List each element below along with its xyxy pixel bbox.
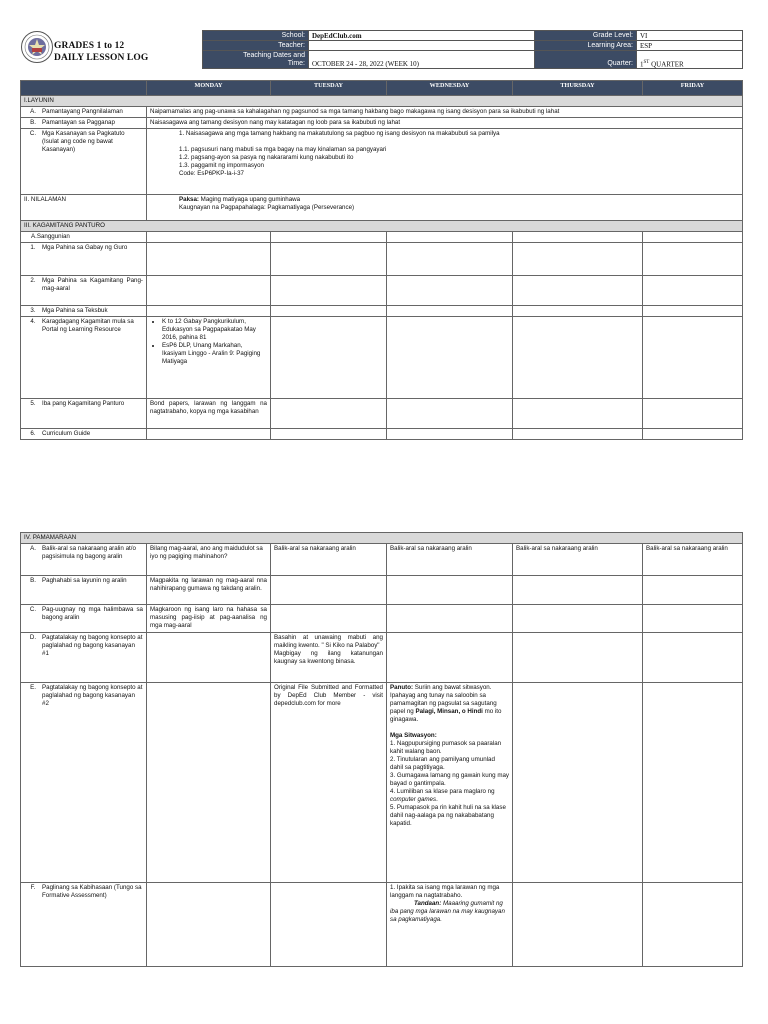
cell-tuesday [271, 576, 387, 605]
row-number: 3. [30, 307, 36, 314]
cell-friday: Balik-aral sa nakaraang aralin [643, 544, 743, 576]
row-label-text: Pagtatalakay ng bagong konsepto at paglalahad ng bagong kasanayan #1 [42, 634, 143, 657]
cell-wednesday [387, 276, 513, 306]
row-label-text: Paglinang sa Kabihasaan (Tungo sa Formative Assessment) [42, 884, 142, 899]
panuto-text: Suriin ang bawat sitwasyon. Ipahayag ang tunay na saloobin sa pamamagitan ng pagsulat sa sagutang papel ng [390, 684, 497, 715]
section-title: III. KAGAMITANG PANTURO [21, 221, 743, 232]
row-label [21, 883, 147, 967]
cell-tuesday [271, 306, 387, 317]
row-number: 1. [30, 244, 36, 251]
row-value [147, 129, 743, 195]
lesson-log-table-part2 [20, 532, 743, 967]
deped-seal-logo [20, 30, 54, 64]
school-label: School: [203, 31, 309, 41]
cell-friday [643, 883, 743, 967]
row-label [21, 544, 147, 576]
row-label-text: Karagdagang Kagamitan mula sa Portal ng Learning Resource [42, 318, 134, 333]
day-header-wednesday: WEDNESDAY [387, 81, 513, 96]
row-label-text: Paghahabi sa layunin ng aralin [42, 577, 127, 584]
teacher-value [309, 41, 535, 51]
cell-wednesday [387, 576, 513, 605]
row-number: 6. [30, 430, 36, 437]
row-pagtatalakay-2 [21, 683, 743, 883]
panuto-label: Panuto: [390, 684, 414, 691]
row-label [21, 276, 147, 306]
grade-level-value: VI [637, 31, 743, 41]
row-pamantayang-pangnilalaman [21, 107, 743, 118]
cell-tuesday [271, 429, 387, 440]
panuto-paragraph [390, 684, 509, 724]
cell-tuesday [271, 232, 387, 243]
row-label [21, 605, 147, 633]
row-label-text: Mga Pahina sa Kagamitang Pang-mag-aaral [42, 277, 143, 292]
row-number: A. [30, 545, 36, 552]
cell-thursday [513, 232, 643, 243]
row-number: B. [30, 119, 36, 126]
title-line-grades: GRADES 1 to 12 [54, 41, 125, 51]
objective-main: 1. Naisasagawa ang mga tamang hakbang na makatutulong sa pagbuo ng isang desisyon na makabubuti sa pamilya [179, 130, 500, 137]
row-number: D. [29, 634, 37, 641]
cell-monday: Magpakita ng larawan ng mag-aaral nna nahihirapang gumawa ng takdang aralin. [147, 576, 271, 605]
dates-label [203, 51, 309, 69]
cell-friday [643, 429, 743, 440]
cell-monday [147, 306, 271, 317]
row-label [21, 118, 147, 129]
row-teksbuk [21, 306, 743, 317]
sitwasyon-emphasis: computer games [390, 796, 437, 803]
cell-wednesday [387, 399, 513, 429]
cell-wednesday: Balik-aral sa nakaraang aralin [387, 544, 513, 576]
row-label-text: Pagtatalakay ng bagong konsepto at paglalahad ng bagong kasanayan #2 [42, 684, 143, 707]
cell-wednesday [387, 605, 513, 633]
cell-monday [147, 243, 271, 276]
section-title: I.LAYUNIN [21, 96, 743, 107]
cell-tuesday: Balik-aral sa nakaraang aralin [271, 544, 387, 576]
cell-monday [147, 317, 271, 399]
sitwasyon-item: 5. Pumapasok pa rin kahit huli na sa klase dahil nag-aalaga pa ng nakababatang kapatid. [390, 804, 506, 827]
cell-thursday [513, 883, 643, 967]
paksa-line [179, 196, 739, 204]
grade-level-label: Grade Level: [535, 31, 637, 41]
day-header-thursday: THURSDAY [513, 81, 643, 96]
row-iba-pang-kagamitan [21, 399, 743, 429]
dates-value: OCTOBER 24 - 28, 2022 (WEEK 10) [309, 51, 535, 69]
lesson-log-header [20, 30, 742, 72]
quarter-suffix: ST [643, 59, 650, 65]
row-label [21, 243, 147, 276]
cell-monday: Bond papers, larawan ng langgam na nagtatrabaho, kopya ng mga kasabihan [147, 399, 271, 429]
document-title [54, 40, 148, 64]
cell-monday [147, 683, 271, 883]
cell-thursday [513, 576, 643, 605]
panuto-options: Palagi, Minsan, o Hindi [415, 708, 483, 715]
row-number: 4. [30, 318, 36, 325]
cell-tuesday [271, 605, 387, 633]
row-kasanayan [21, 129, 743, 195]
quarter-label: Quarter: [535, 51, 637, 69]
school-info-table [202, 30, 743, 69]
cell-wednesday [387, 633, 513, 683]
row-label [21, 129, 147, 195]
section-row-kagamitan [21, 221, 743, 232]
story-questions: Magbigay ng ilang katanungan kaugnay sa kwentong binasa. [274, 650, 383, 665]
row-label-text: Mga Pahina sa Teksbuk [42, 307, 108, 314]
cell-friday [643, 683, 743, 883]
section-row-pamamaraan [21, 533, 743, 544]
resource-item: • EsP6 DLP, Unang Markahan, Ikasiyam Linggo - Aralin 9: Pagiging Matiyaga [162, 342, 267, 366]
cell-wednesday [387, 883, 513, 967]
section-title: IV. PAMAMARAAN [21, 533, 743, 544]
row-number: C. [29, 130, 37, 137]
teacher-label: Teacher: [203, 41, 309, 51]
dates-label-line1: Teaching Dates and [243, 51, 305, 59]
cell-friday [643, 232, 743, 243]
quarter-number: 1 [640, 60, 644, 68]
day-header-friday: FRIDAY [643, 81, 743, 96]
resource-item: • K to 12 Gabay Pangkurikulum, Edukasyon sa Pagpapakatao May 2016, pahina 81 [162, 318, 267, 342]
cell-wednesday [387, 317, 513, 399]
objective-sub-1: 1.1. pagsusuri nang mabuti sa mga bagay na may kinalaman sa pangyayari [179, 146, 387, 153]
resource-list [150, 318, 267, 366]
cell-thursday [513, 276, 643, 306]
learning-area-label: Learning Area: [535, 41, 637, 51]
cell-monday [147, 276, 271, 306]
lesson-log-table-part1 [20, 80, 743, 440]
cell-thursday [513, 317, 643, 399]
day-header-blank [21, 81, 147, 96]
row-label [21, 317, 147, 399]
row-label-text: Mga Kasanayan sa Pagkatuto [42, 130, 125, 137]
row-label [21, 683, 147, 883]
day-header-monday: MONDAY [147, 81, 271, 96]
cell-thursday [513, 306, 643, 317]
row-sanggunian [21, 232, 743, 243]
cell-thursday: Balik-aral sa nakaraang aralin [513, 544, 643, 576]
row-number: F. [30, 884, 36, 891]
cell-friday [643, 276, 743, 306]
cell-friday [643, 399, 743, 429]
sitwasyon-end: . [436, 796, 438, 803]
paglinang-item: 1. Ipakita sa isang mga larawan ng mga langgam na nagtatrabaho. [390, 884, 500, 899]
cell-monday: Magkaroon ng isang laro na hahasa sa masusing pag-iisip at pag-aanalisa ng mga mag-aaral [147, 605, 271, 633]
row-label [21, 107, 147, 118]
row-number: 2. [30, 277, 36, 284]
row-paglinang [21, 883, 743, 967]
cell-wednesday [387, 429, 513, 440]
row-paghahabi [21, 576, 743, 605]
row-label: A.Sanggunian [21, 232, 147, 243]
row-nilalaman [21, 195, 743, 221]
quarter-value [637, 51, 743, 69]
row-pagtatalakay-1 [21, 633, 743, 683]
cell-tuesday [271, 317, 387, 399]
cell-thursday [513, 683, 643, 883]
section-row-layunin [21, 96, 743, 107]
sitwasyon-heading: Mga Sitwasyon: [390, 732, 437, 739]
cell-monday [147, 232, 271, 243]
cell-wednesday [387, 683, 513, 883]
cell-thursday [513, 243, 643, 276]
tandaan-note [390, 900, 509, 924]
cell-monday: Bilang mag-aaral, ano ang maidudulot sa iyo ng pagiging mahinahon? [147, 544, 271, 576]
dates-label-line2: Time: [287, 59, 305, 67]
cell-monday [147, 883, 271, 967]
day-header-row [21, 81, 743, 96]
sitwasyon-item: 2. Tinutularan ang pamilyang umunlad dahil sa pagtitiyaga. [390, 756, 495, 771]
row-number: A. [30, 108, 36, 115]
sitwasyon-item [390, 788, 509, 804]
story-instruction: Basahin at unawaing mabuti ang maikling kwento. " Si Kiko na Palaboy" [274, 634, 383, 649]
row-number: E. [30, 684, 36, 691]
cell-wednesday [387, 243, 513, 276]
cell-monday [147, 429, 271, 440]
cell-wednesday [387, 306, 513, 317]
cell-thursday [513, 605, 643, 633]
cell-thursday [513, 633, 643, 683]
row-number: B. [30, 577, 36, 584]
row-label [21, 576, 147, 605]
tandaan-text: Maaaring gumamit ng iba pang mga larawan na may kaugnayan sa pagkamatiyaga. [390, 900, 505, 923]
tandaan-label: Tandaan: [414, 900, 442, 907]
sitwasyon-item: 3. Gumagawa lamang ng gawain kung may bayad o gantimpala. [390, 772, 510, 787]
row-value: Naisasagawa ang tamang desisyon nang may katatagan ng loob para sa ikabubuti ng lahat [147, 118, 743, 129]
row-label-note: (Isulat ang code ng bawat Kasanayan) [42, 138, 113, 153]
cell-friday [643, 633, 743, 683]
cell-tuesday: Original File Submitted and Formatted by DepEd Club Member - visit depedclub.com for more [271, 683, 387, 883]
row-balik-aral [21, 544, 743, 576]
objective-sub-3: 1.3. paggamit ng impormasyon [179, 162, 264, 169]
row-label-text: Pag-uugnay ng mga halimbawa sa bagong aralin [42, 606, 143, 621]
row-label-text: Curriculum Guide [42, 430, 91, 437]
objective-code: Code: EsP6PKP-Ia-i-37 [179, 170, 244, 177]
row-label [21, 399, 147, 429]
kaugnayan-line: Kaugnayan na Pagpapahalaga: Pagkamatiyaga (Perseverance) [179, 204, 355, 211]
row-value [147, 195, 743, 221]
row-curriculum-guide [21, 429, 743, 440]
learning-area-value: ESP [637, 41, 743, 51]
cell-friday [643, 576, 743, 605]
row-label-text: Mga Pahina sa Gabay ng Guro [42, 244, 128, 251]
row-label-text: Balik-aral sa nakaraang aralin at/o pagsisimula ng bagong aralin [42, 545, 136, 560]
title-line-dll: DAILY LESSON LOG [54, 53, 149, 63]
row-pamantayan-sa-pagganap [21, 118, 743, 129]
cell-tuesday [271, 243, 387, 276]
school-value: DepEdClub.com [309, 31, 535, 41]
row-pag-uugnay [21, 605, 743, 633]
cell-tuesday [271, 399, 387, 429]
cell-thursday [513, 429, 643, 440]
row-number: 5. [30, 400, 36, 407]
cell-thursday [513, 399, 643, 429]
row-number: C. [29, 606, 37, 613]
cell-friday [643, 317, 743, 399]
cell-monday [147, 633, 271, 683]
row-kagamitang-pang-mag-aaral [21, 276, 743, 306]
objective-sub-2: 1.2. pagsang-ayon sa pasya ng nakararami kung nakabubuti ito [179, 154, 354, 161]
day-header-tuesday: TUESDAY [271, 81, 387, 96]
row-label-text: Pamantayang Pangnilalaman [42, 108, 123, 115]
cell-friday [643, 605, 743, 633]
section-title-nilalaman: II. NILALAMAN [21, 195, 147, 221]
paksa-value: Maging matiyaga upang guminhawa [198, 196, 301, 203]
panuto-end: mo ito ginagawa. [390, 708, 502, 723]
row-gabay-ng-guro [21, 243, 743, 276]
cell-friday [643, 243, 743, 276]
row-label [21, 429, 147, 440]
row-label [21, 633, 147, 683]
sitwasyon-item: 1. Nagpupursiging pumasok sa paaralan kahit walang baon. [390, 740, 502, 755]
row-value: Naipamamalas ang pag-unawa sa kahalagahan ng pagsunod sa mga tamang hakbang bago makagawa ng isang desisyon para sa ikabubuti ng lahat [147, 107, 743, 118]
row-label-text: Pamantayan sa Pagganap [42, 119, 115, 126]
cell-tuesday [271, 276, 387, 306]
row-label [21, 306, 147, 317]
paksa-label: Paksa: [179, 196, 199, 203]
row-karagdagang-kagamitan [21, 317, 743, 399]
cell-tuesday [271, 633, 387, 683]
cell-wednesday [387, 232, 513, 243]
quarter-text: QUARTER [649, 60, 684, 68]
cell-tuesday [271, 883, 387, 967]
row-label-text: Iba pang Kagamitang Panturo [42, 400, 125, 407]
cell-friday [643, 306, 743, 317]
sitwasyon-text: 4. Lumiliban sa klase para maglaro ng [390, 788, 495, 795]
